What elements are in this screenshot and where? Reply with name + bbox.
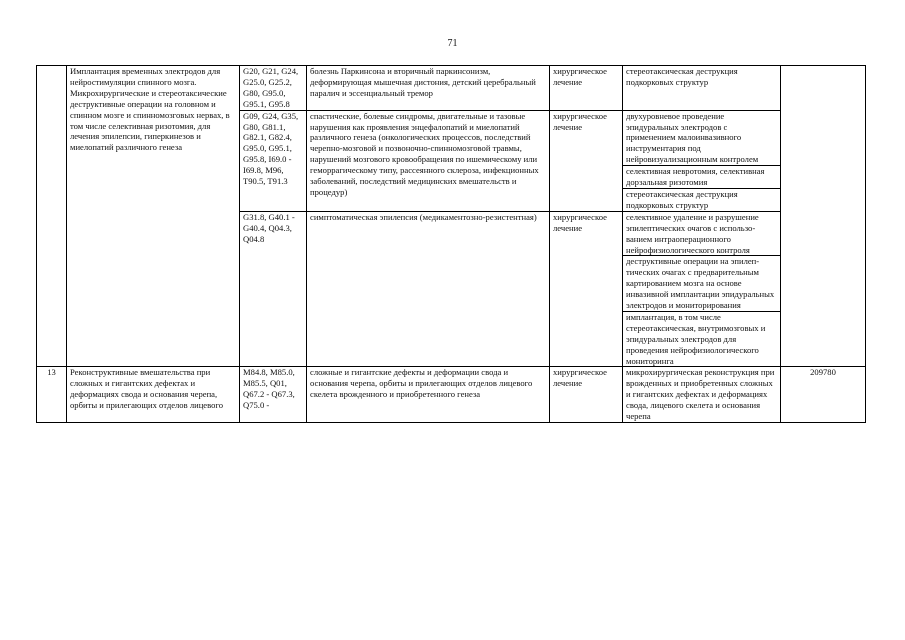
diagnosis-cell: болезнь Паркинсона и вторичный паркинсонизм, деформирующая мышечная дистония, детский церебральный паралич и эссенциальный тремор (307, 66, 550, 111)
treatment-type-cell: хирургическое лечение (550, 110, 623, 211)
method-cell: стереотаксическая деструкция подкорковых структур (623, 66, 781, 111)
method-cell: стереотаксическая деструкция подкорковых структур (623, 188, 781, 211)
table-row (37, 367, 866, 423)
icd-codes-cell: G09, G24, G35, G80, G81.1, G82.1, G82.4, G95.0, G95.1, G95.8, I69.0 - I69.8, M96, T90.5, T91.3 (240, 110, 307, 211)
treatment-table (36, 65, 866, 423)
table-row (37, 66, 866, 111)
treatment-type-cell: хирургическое лечение (550, 66, 623, 111)
price-cell (781, 66, 866, 367)
method-cell: селективное удаление и разрушение эпилептических очагов с использо- ванием интраоперационного нейрофизиологического контроля (623, 211, 781, 256)
method-cell: двухуровневое проведение эпидуральных электродов с применением малоинвазивного инструментария под нейровизуализационным контролем (623, 110, 781, 166)
row-number-cell: 13 (37, 367, 67, 423)
diagnosis-cell: симптоматическая эпилепсия (медикаментозно-резистентная) (307, 211, 550, 367)
treatment-type-cell: хирургическое лечение (550, 367, 623, 423)
icd-codes-cell: G31.8, G40.1 - G40.4, Q04.3, Q04.8 (240, 211, 307, 367)
method-cell: имплантация, в том числе стереотаксическая, внутримозговых и эпидуральных электродов для проведения нейрофизиологического мониторинга (623, 311, 781, 367)
page-number: 71 (447, 38, 458, 49)
method-cell: селективная невротомия, селективная дорзальная ризотомия (623, 166, 781, 189)
diagnosis-cell: сложные и гигантские дефекты и деформации свода и основания черепа, орбиты и прилегающих отделов лицевого скелета врожденного и приобретенного генеза (307, 367, 550, 423)
method-cell: деструктивные операции на эпилеп- тических очагах с предварительным картированием мозга на основе инвазивной имплантации эпидуральных электродов и мониторирования (623, 256, 781, 312)
intervention-cell: Реконструктивные вмешательства при сложных и гигантских дефектах и деформациях свода и основания черепа, орбиты и прилегающих отделов лицевого (67, 367, 240, 423)
price-cell: 209780 (781, 367, 866, 423)
page-bottom-edge (0, 607, 905, 640)
icd-codes-cell: M84.8, M85.0, M85.5, Q01, Q67.2 - Q67.3, Q75.0 - (240, 367, 307, 423)
diagnosis-cell: спастические, болевые синдромы, двигательные и тазовые нарушения как проявления энцефалопатий и миелопатий различного генеза (онкологических процессов, последствий черепно-мозговой и позвоночно-спинномозговой травмы, нарушений мозгового кровообращения по ишемическому или геморрагическому типу, рассеянного склероза, инфекционных заболеваний, последствий медицинских вмешательств и процедур) (307, 110, 550, 211)
treatment-type-cell: хирургическое лечение (550, 211, 623, 367)
icd-codes-cell: G20, G21, G24, G25.0, G25.2, G80, G95.0, G95.1, G95.8 (240, 66, 307, 111)
intervention-cell: Имплантация временных электродов для нейростимуляции спинного мозга. Микрохирургические и стереотаксические деструктивные операции на головном и спинном мозге и спинномозговых нервах, в том числе селективная ризотомия, для лечения эпилепсии, гиперкинезов и миелопатий различного генеза (67, 66, 240, 367)
method-cell: микрохирургическая реконструкция при врожденных и приобретенных сложных и гигантских дефектах и деформациях свода, лицевого скелета и основания черепа (623, 367, 781, 423)
row-number-cell (37, 66, 67, 367)
